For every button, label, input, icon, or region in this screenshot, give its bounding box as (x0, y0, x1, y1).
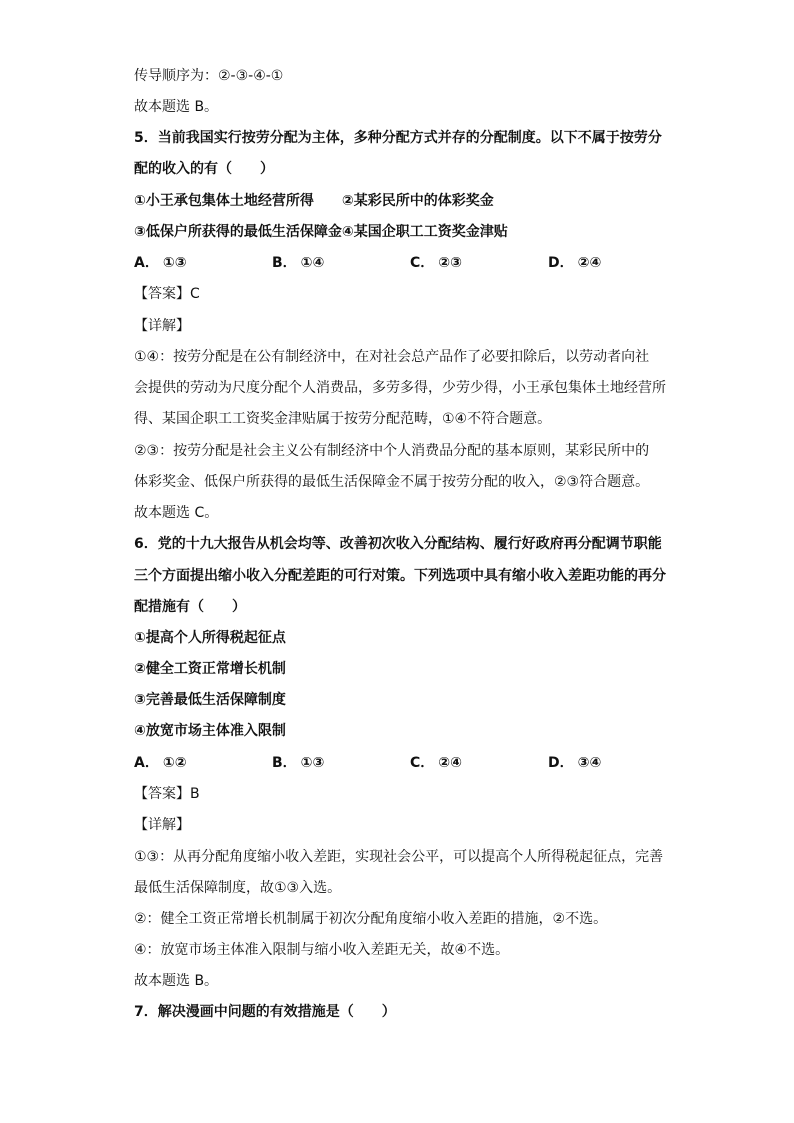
q5-item-line-1: ①小王承包集体土地经营所得 ②某彩民所中的体彩奖金 (134, 193, 494, 209)
q6-item-1: ①提高个人所得税起征点 (134, 630, 286, 646)
q5-explain-line-5: 体彩奖金、低保户所获得的最低生活保障金不属于按劳分配的收入，②③符合题意。 (134, 474, 650, 490)
q5-explain-line-1: ①④：按劳分配是在公有制经济中，在对社会总产品作了必要扣除后，以劳动者向社 (134, 349, 650, 365)
q5-explain-line-4: ②③：按劳分配是社会主义公有制经济中个人消费品分配的基本原则，某彩民所中的 (134, 443, 650, 459)
option-letter: A． (134, 255, 159, 271)
q6-explain-line-3: ②：健全工资正常增长机制属于初次分配角度缩小收入差距的措施，②不选。 (134, 911, 608, 927)
option-letter: C． (410, 755, 435, 771)
q6-stem-line-3: 配措施有（ ） (134, 599, 246, 615)
q6-explain-line-2: 最低生活保障制度，故①③入选。 (134, 880, 342, 896)
q6-conclusion: 故本题选 B。 (134, 973, 219, 989)
prev-conclusion: 故本题选 B。 (134, 99, 219, 115)
q5-answer: 【答案】C (134, 286, 200, 302)
q5-item-line-2: ③低保户所获得的最低生活保障金④某国企职工工资奖金津贴 (134, 224, 508, 240)
q6-stem-line-2: 三个方面提出缩小收入分配差距的可行对策。下列选项中具有缩小收入差距功能的再分 (134, 568, 666, 584)
q6-item-3: ③完善最低生活保障制度 (134, 692, 286, 708)
q6-explain-line-4: ④：放宽市场主体准入限制与缩小收入差距无关，故④不选。 (134, 942, 510, 958)
q5-option-b (272, 253, 324, 273)
option-text: ③④ (577, 755, 602, 771)
q5-option-a (134, 253, 187, 273)
option-text: ②③ (438, 255, 462, 271)
option-text: ②④ (438, 755, 462, 771)
option-text: ①③ (162, 255, 187, 271)
q7-stem: 7．解决漫画中问题的有效措施是（ ） (134, 1004, 396, 1020)
q5-conclusion: 故本题选 C。 (134, 505, 219, 521)
option-letter: C． (410, 255, 435, 271)
option-text: ①③ (300, 755, 325, 771)
option-text: ①④ (300, 255, 325, 271)
option-letter: D． (548, 255, 574, 271)
q6-explain-line-1: ①③：从再分配角度缩小收入差距，实现社会公平，可以提高个人所得税起征点，完善 (134, 849, 664, 865)
q5-stem-line-2: 配的收入的有（ ） (134, 161, 274, 177)
q5-explain-line-2: 会提供的劳动为尺度分配个人消费品，多劳多得，少劳少得，小王承包集体土地经营所 (134, 380, 666, 396)
q6-answer: 【答案】B (134, 786, 200, 802)
q6-option-b (272, 753, 324, 773)
option-letter: A． (134, 755, 159, 771)
q5-detail-label: 【详解】 (134, 318, 190, 334)
option-letter: D． (548, 755, 574, 771)
q6-option-d (548, 753, 601, 773)
option-text: ①② (162, 755, 187, 771)
prev-transmission-order: 传导顺序为：②-③-④-① (134, 68, 284, 84)
option-text: ②④ (577, 255, 602, 271)
q5-option-c (410, 253, 462, 273)
q6-option-c (410, 753, 462, 773)
q5-option-d (548, 253, 601, 273)
q5-explain-line-3: 得、某国企职工工资奖金津贴属于按劳分配范畴，①④不符合题意。 (134, 411, 552, 427)
q6-item-2: ②健全工资正常增长机制 (134, 661, 286, 677)
q6-stem-line-1: 6．党的十九大报告从机会均等、改善初次收入分配结构、履行好政府再分配调节职能 (134, 536, 662, 552)
option-letter: B． (272, 755, 297, 771)
q5-stem-line-1: 5．当前我国实行按劳分配为主体，多种分配方式并存的分配制度。以下不属于按劳分 (134, 130, 662, 146)
option-letter: B． (272, 255, 297, 271)
q6-item-4: ④放宽市场主体准入限制 (134, 723, 286, 739)
q6-option-a (134, 753, 187, 773)
q6-options (134, 753, 694, 773)
q6-detail-label: 【详解】 (134, 817, 190, 833)
q5-options (134, 253, 694, 273)
